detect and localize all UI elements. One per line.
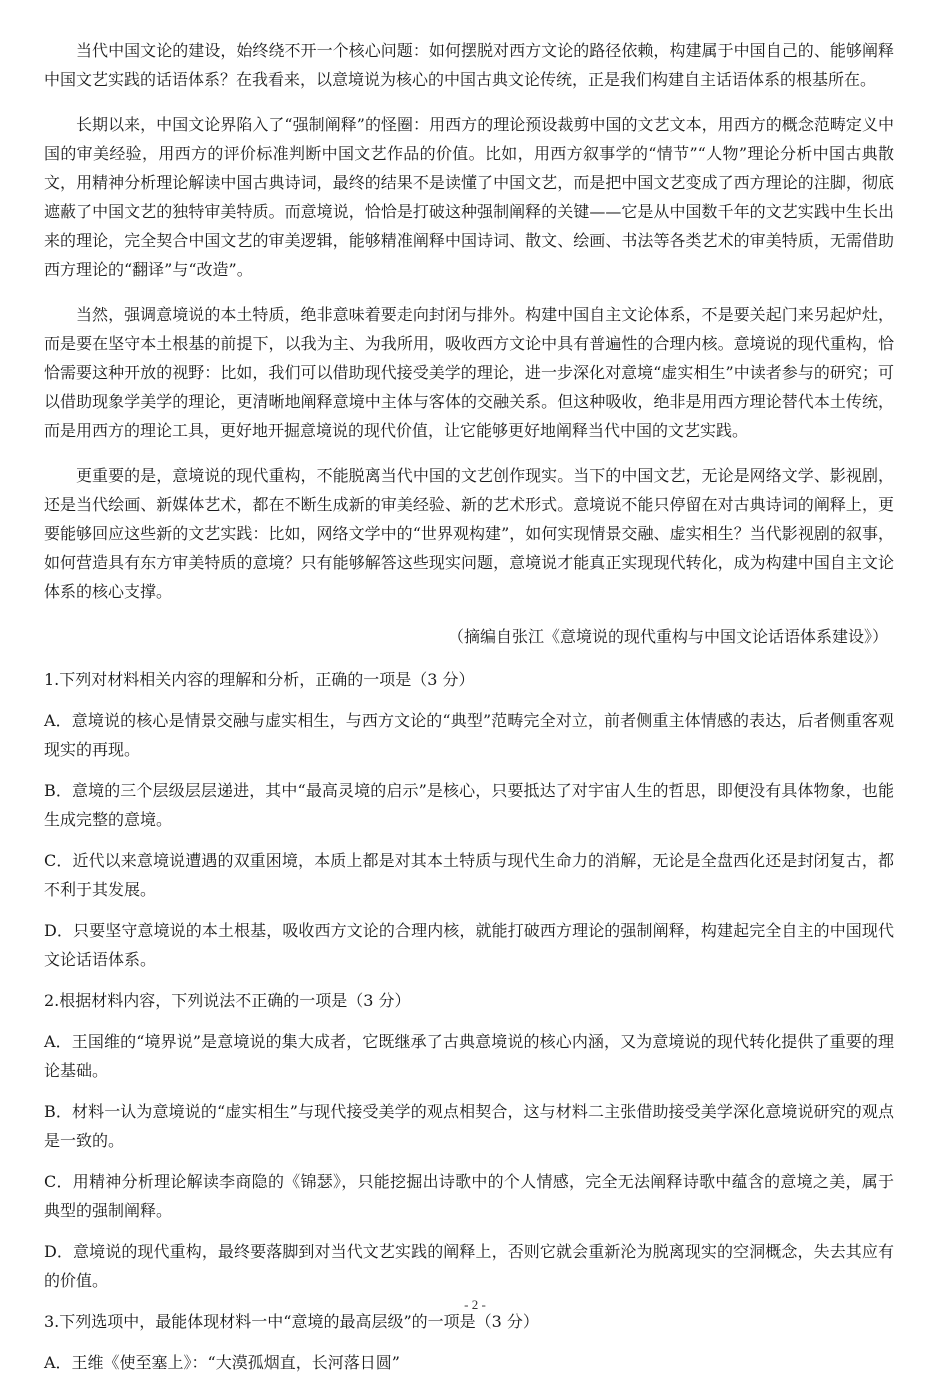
question-option: D．只要坚守意境说的本土根基，吸收西方文论的合理内核，就能打破西方理论的强制阐释，构建起完全自主的中国现代文论话语体系。	[44, 921, 894, 969]
body-paragraph: 当代中国文论的建设，始终绕不开一个核心问题：如何摆脱对西方文论的路径依赖，构建属于中国自己的、能够阐释中国文艺实践的话语体系？在我看来，以意境说为核心的中国古典文论传统，正是我们构建自主话语体系的根基所在。	[44, 41, 894, 89]
question-option: A．意境说的核心是情景交融与虚实相生，与西方文论的“典型”范畴完全对立，前者侧重主体情感的表达，后者侧重客观现实的再现。	[44, 711, 894, 759]
question-option: B．材料一认为意境说的“虚实相生”与现代接受美学的观点相契合，这与材料二主张借助接受美学深化意境说研究的观点是一致的。	[44, 1102, 894, 1150]
question-option: D．意境说的现代重构，最终要落脚到对当代文艺实践的阐释上，否则它就会重新沦为脱离现实的空洞概念，失去其应有的价值。	[44, 1242, 894, 1290]
page-number: - 2 -	[464, 1297, 486, 1312]
body-paragraph: 当然，强调意境说的本土特质，绝非意味着要走向封闭与排外。构建中国自主文论体系，不是要关起门来另起炉灶，而是要在坚守本土根基的前提下，以我为主、为我所用，吸收西方文论中具有普遍性的合理内核。意境说的现代重构，恰恰需要这种开放的视野：比如，我们可以借助现代接受美学的理论，进一步深化对意境“虚实相生”中读者参与的研究；可以借助现象学美学的理论，更清晰地阐释意境中主体与客体的交融关系。但这种吸收，绝非是用西方理论替代本土传统，而是用西方的理论工具，更好地开掘意境说的现代价值，让它能够更好地阐释当代中国的文艺实践。	[44, 305, 894, 440]
question-option: C．用精神分析理论解读李商隐的《锦瑟》，只能挖掘出诗歌中的个人情感，完全无法阐释诗歌中蕴含的意境之美，属于典型的强制阐释。	[44, 1172, 894, 1220]
source-citation: （摘编自张江《意境说的现代重构与中国文论话语体系建设》）	[447, 627, 888, 646]
question-stem: 3.下列选项中，最能体现材料一中“意境的最高层级”的一项是（3 分）	[44, 1312, 539, 1331]
question-option: C．近代以来意境说遭遇的双重困境，本质上都是对其本土特质与现代生命力的消解，无论是全盘西化还是封闭复古，都不利于其发展。	[44, 851, 894, 899]
question-option: A．王国维的“境界说”是意境说的集大成者，它既继承了古典意境说的核心内涵，又为意境说的现代转化提供了重要的理论基础。	[44, 1032, 894, 1080]
body-paragraph: 长期以来，中国文论界陷入了“强制阐释”的怪圈：用西方的理论预设裁剪中国的文艺文本，用西方的概念范畴定义中国的审美经验，用西方的评价标准判断中国文艺作品的价值。比如，用西方叙事学的“情节”“人物”理论分析中国古典散文，用精神分析理论解读中国古典诗词，最终的结果不是读懂了中国文艺，而是把中国文艺变成了西方理论的注脚，彻底遮蔽了中国文艺的独特审美特质。而意境说，恰恰是打破这种强制阐释的关键——它是从中国数千年的文艺实践中生长出来的理论，完全契合中国文艺的审美逻辑，能够精准阐释中国诗词、散文、绘画、书法等各类艺术的审美特质，无需借助西方理论的“翻译”与“改造”。	[44, 115, 894, 279]
question-1	[44, 665, 894, 974]
question-stem: 2.根据材料内容，下列说法不正确的一项是（3 分）	[44, 991, 411, 1010]
question-option: B．意境的三个层级层层递进，其中“最高灵境的启示”是核心，只要抵达了对宇宙人生的哲思，即便没有具体物象，也能生成完整的意境。	[44, 781, 894, 829]
question-stem: 1.下列对材料相关内容的理解和分析，正确的一项是（3 分）	[44, 670, 475, 689]
question-2	[44, 986, 894, 1295]
question-3	[44, 1307, 894, 1377]
question-option: A．王维《使至塞上》：“大漠孤烟直，长河落日圆”	[44, 1353, 400, 1372]
document-page	[44, 36, 894, 1389]
body-paragraph: 更重要的是，意境说的现代重构，不能脱离当代中国的文艺创作现实。当下的中国文艺，无论是网络文学、影视剧，还是当代绘画、新媒体艺术，都在不断生成新的审美经验、新的艺术形式。意境说不能只停留在对古典诗词的阐释上，更要能够回应这些新的文艺实践：比如，网络文学中的“世界观构建”，如何实现情景交融、虚实相生？当代影视剧的叙事，如何营造具有东方审美特质的意境？只有能够解答这些现实问题，意境说才能真正实现现代转化，成为构建中国自主文论体系的核心支撑。	[44, 466, 894, 601]
